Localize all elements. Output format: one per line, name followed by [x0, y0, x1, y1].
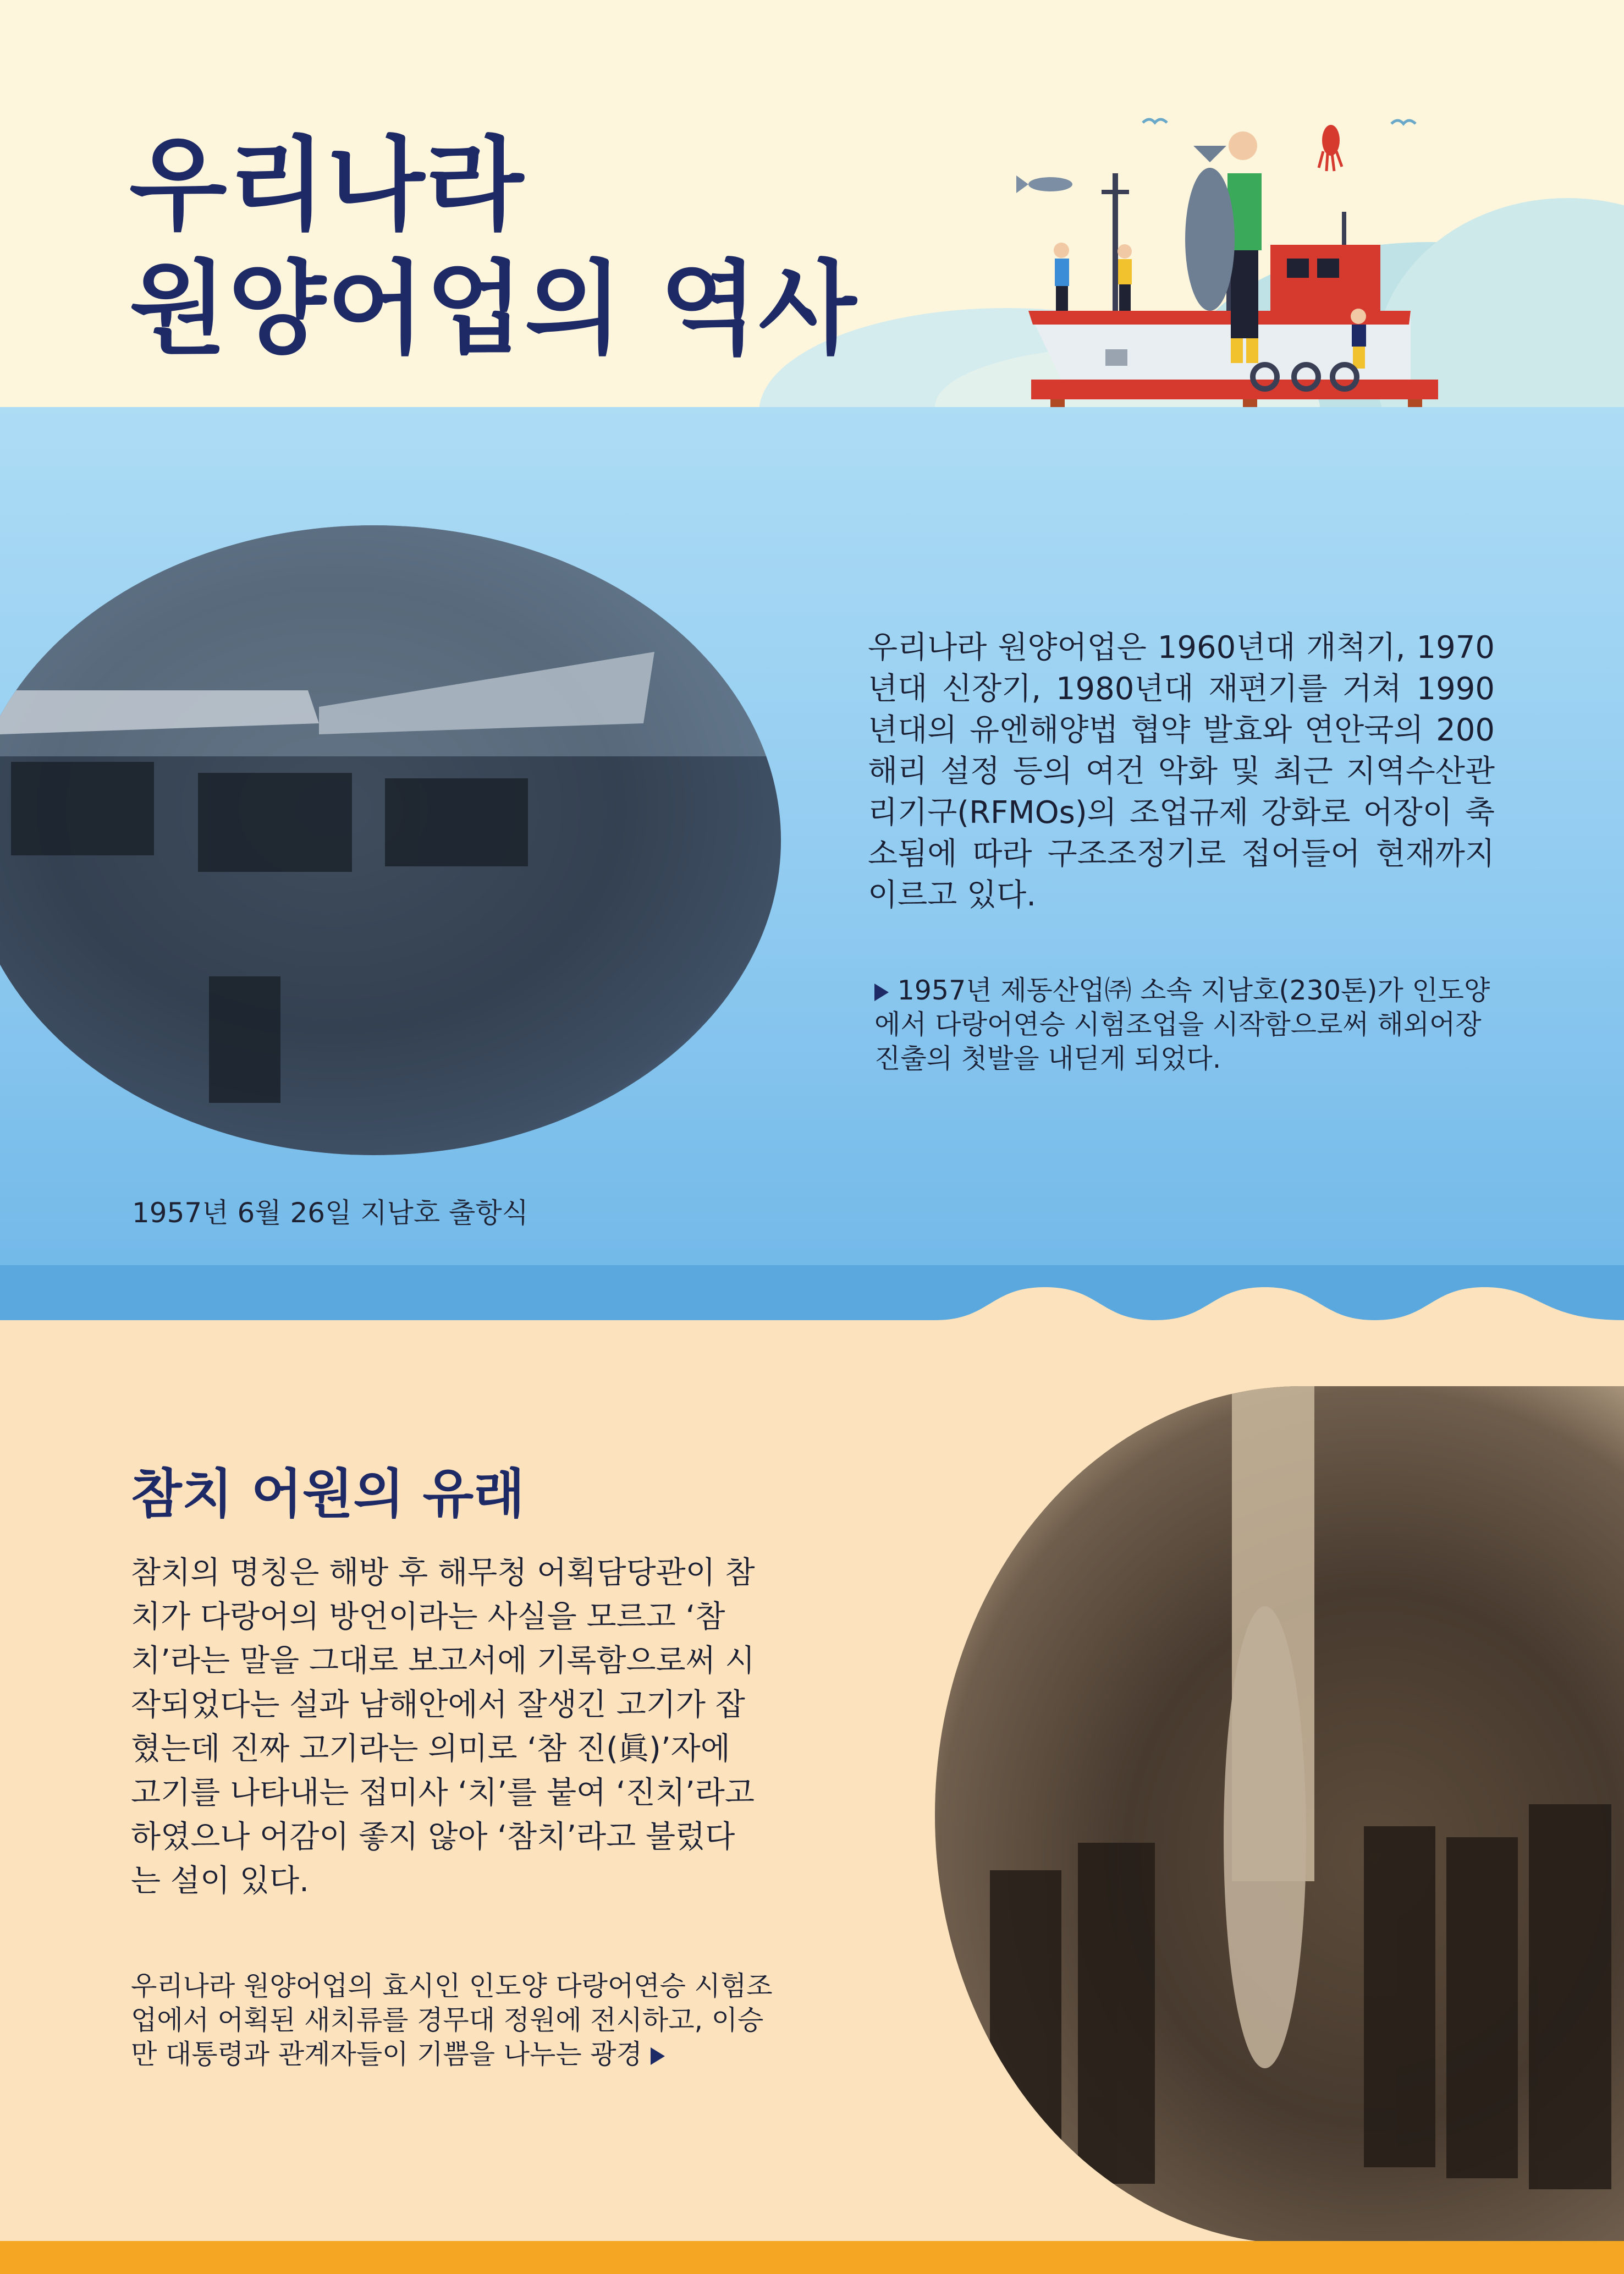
- section-title: 참치 어원의 유래: [131, 1463, 525, 1525]
- intro-paragraph: 우리나라 원양어업은 1960년대 개척기, 1970년대 신장기, 1980년대 재편기를 거쳐 1990년대의 유엔해양법 협약 발효와 연안국의 200해리 설정 등의 여건 악화 및 최근 지역수산관리기구(RFMOs)의 조업규제 강화로 어장이 축소됨에 따라 구조조정기로 접어들어 현재까지 이르고 있다.: [868, 630, 1495, 913]
- footer-bar: [0, 2241, 1624, 2274]
- photo-caption: 1957년 6월 26일 지남호 출항식: [132, 1197, 529, 1229]
- title-line-2: 원양어업의 역사: [129, 250, 858, 368]
- photo-caption: [131, 1969, 788, 2072]
- dock: [1031, 380, 1438, 399]
- tuna-icon: [1185, 146, 1235, 311]
- ship-departure-photo: [0, 525, 781, 1155]
- mast: [1342, 212, 1346, 245]
- etymology-paragraph: 참치의 명칭은 해방 후 해무청 어획담당관이 참치가 다랑어의 방언이라는 사실을 모르고 ‘참치’라는 말을 그대로 보고서에 기록함으로써 시작되었다는 설과 남해안에서 잘생긴 고기가 잡혔는데 진짜 고기라는 의미로 ‘참 진(眞)’자에 고기를 나타내는 접미사 ‘치’를 붙여 ‘진치’라고 하였으나 어감이 좋지 않아 ‘참치’라고 불렀다는 설이 있다.: [131, 1555, 755, 1899]
- seagull-icon: [1143, 119, 1416, 124]
- child-icon: [1351, 309, 1366, 369]
- triangle-bullet-icon: [874, 984, 889, 1001]
- fact-bullet-text: 1957년 제동산업㈜ 소속 지남호(230톤)가 인도양에서 다랑어연승 시험조업을 시작함으로써 해외어장 진출의 첫발을 내딛게 되었다.: [874, 975, 1490, 1074]
- deck-box: [1105, 349, 1127, 366]
- page-title: [129, 124, 857, 371]
- photo-caption-text: 우리나라 원양어업의 효시인 인도양 다랑어연승 시험조업에서 어획된 새치류를 경무대 정원에 전시하고, 이승만 대통령과 관계자들이 기쁨을 나누는 광경: [131, 1970, 773, 2070]
- fishing-boat-illustration: [1012, 107, 1452, 437]
- title-line-1: 우리나라: [129, 127, 525, 244]
- wave-divider: [0, 1265, 1624, 1342]
- cabin-window: [1287, 259, 1309, 278]
- person-icon: [1117, 244, 1132, 311]
- person-icon: [1054, 243, 1069, 311]
- ship-departure-photo-art: [0, 525, 781, 1155]
- fact-bullet: [874, 974, 1501, 1076]
- squid-icon: [1319, 125, 1342, 171]
- mast-arm: [1102, 190, 1129, 194]
- fish-icon: [1016, 175, 1072, 193]
- triangle-bullet-icon: [651, 2047, 665, 2065]
- cabin-window: [1317, 259, 1339, 278]
